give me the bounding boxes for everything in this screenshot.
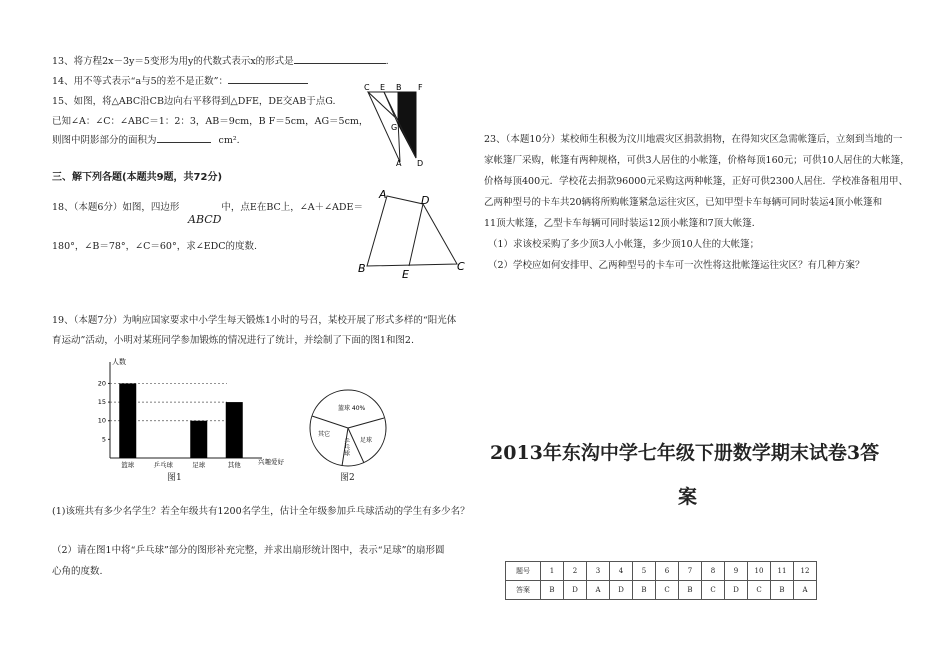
q18-text-b: 中，点E在BC上，∠A＋∠ADE＝: [221, 202, 363, 213]
q23-line: （2）学校应如何安排甲、乙两种型号的卡车可一次性将这批帐篷运往灾区？有几种方案？: [488, 260, 865, 271]
q15-line2: 已知∠A：∠C：∠ABC＝1：2：3，AB＝9cm，B F＝5cm，AG＝5cm，: [52, 116, 369, 127]
figure2-caption: 图2: [340, 473, 355, 483]
pie-label-other: 其它: [318, 431, 331, 438]
q15-unit: cm².: [218, 135, 240, 146]
q13-tail: .: [385, 56, 389, 67]
q15-label-D: D: [417, 159, 424, 168]
q15-label-E: E: [380, 83, 386, 92]
q23-line: 家帐篷厂采购，帐篷有两种规格，可供3人居住的小帐篷，价格每顶160元；可供10人居住的大帐篷，: [484, 155, 910, 166]
bar: [226, 402, 243, 458]
shaded-region: [398, 92, 416, 158]
q18-label-D: D: [421, 194, 430, 207]
q15-label-C: C: [364, 83, 370, 92]
q15-line1: 15、如图，将△ABC沿CB边向右平移得到△DFE，DE交AB于点G.: [52, 96, 336, 107]
answer-cell: B: [771, 581, 794, 600]
q13-answer-blank: [294, 54, 386, 64]
pie-chart-figure2: [306, 386, 390, 470]
q13-text: 13、将方程2x－3y＝5变形为用y的代数式表示x的形式是: [52, 56, 294, 67]
question-number-cell: 5: [633, 562, 656, 581]
section-3-heading: 三、解下列各题(本题共9题，共72分): [52, 172, 223, 183]
answer-cell: D: [610, 581, 633, 600]
q23-line: 11顶大帐篷，乙型卡车每辆可同时装运12顶小帐篷和7顶大帐篷．: [484, 218, 762, 229]
pie-label-football: 足球: [360, 437, 373, 444]
answer-table-row-numbers: [506, 562, 817, 581]
q15-label-B: B: [396, 83, 402, 92]
x-category-label: 足球: [192, 461, 206, 469]
question-number-cell: 7: [679, 562, 702, 581]
question-number-cell: 4: [610, 562, 633, 581]
q23-line: 价格每顶400元．学校花去捐款96000元采购这两种帐篷，正好可供2300人居住．学校准备租用甲、: [484, 176, 909, 187]
q18-label-A: A: [379, 188, 387, 201]
answer-cell: B: [633, 581, 656, 600]
q19-sub2-line2: 心角的度数.: [52, 566, 103, 577]
question-number-cell: 11: [771, 562, 794, 581]
q14-text: 14、用不等式表示“a与5的差不是正数”：: [52, 76, 229, 87]
q18-line2: 180°，∠B＝78°，∠C＝60°，求∠EDC的度数.: [52, 241, 258, 252]
x-category-label: 篮球: [121, 461, 135, 469]
question-number-cell: 9: [725, 562, 748, 581]
q18-abcd: ABCD: [188, 213, 222, 226]
answer-cell: C: [656, 581, 679, 600]
answer-cell: C: [702, 581, 725, 600]
question-number-cell: 12: [794, 562, 817, 581]
q18-text-a: 18、（本题6分）如图，四边形: [52, 202, 180, 213]
pie-label-pingpong: 乒乓球: [342, 438, 350, 456]
q19-line2: 育运动”活动，小明对某班同学参加锻炼的情况进行了统计，并绘制了下面的图1和图2.: [52, 335, 414, 346]
bar-chart-figure1: [92, 358, 292, 468]
answer-table: [505, 561, 817, 600]
q15-label-A: A: [396, 159, 402, 168]
q18-quadrilateral-figure: [357, 188, 467, 281]
question-number-cell: 1: [541, 562, 564, 581]
x-category-label: 乒乓球: [153, 461, 173, 469]
q18-label-C: C: [457, 260, 465, 273]
q15-label-G: G: [391, 123, 398, 132]
answer-cell: A: [587, 581, 610, 600]
q19-sub2-line1: （2）请在图1中将“乒乓球”部分的图形补充完整，并求出扇形统计图中，表示“足球”的扇形圆: [52, 545, 445, 556]
bar: [119, 383, 136, 458]
answer-cell: D: [725, 581, 748, 600]
bar: [190, 421, 207, 458]
answer-cell: D: [564, 581, 587, 600]
figure1-caption: 图1: [167, 473, 182, 483]
answer-cell: B: [679, 581, 702, 600]
answer-cell: C: [748, 581, 771, 600]
answer-title-line2: 案: [678, 486, 698, 508]
q19-sub1: (1)该班共有多少名学生？若全年级共有1200名学生，估计全年级参加乒乓球活动的学生有多少名？: [52, 506, 470, 517]
question-14: [52, 74, 308, 88]
answer-table-row-answers: [506, 581, 817, 600]
bar-chart-ylabel: 人数: [112, 358, 126, 366]
pie-label-basketball: 篮球 40%: [338, 405, 366, 412]
q15-answer-blank: [157, 133, 211, 143]
y-tick-label: 20: [97, 379, 106, 388]
bar-chart-xlabel: 兴趣爱好: [258, 458, 284, 466]
question-number-cell: 10: [748, 562, 771, 581]
answer-cell: A: [794, 581, 817, 600]
row-label-answer: 答案: [506, 581, 541, 600]
question-number-cell: 8: [702, 562, 725, 581]
q15-label-F: F: [418, 83, 423, 92]
q15-triangle-figure: [360, 84, 430, 168]
question-13: [52, 54, 389, 68]
q23-line: 乙两种型号的卡车共20辆将所购帐篷紧急运往灾区，已知甲型卡车每辆可同时装运4顶小帐篷和: [484, 197, 883, 208]
y-tick-label: 5: [101, 435, 106, 444]
q18-label-B: B: [358, 262, 366, 275]
q15-line3: [52, 133, 240, 147]
y-tick-label: 10: [97, 416, 106, 425]
question-number-cell: 6: [656, 562, 679, 581]
question-number-cell: 3: [587, 562, 610, 581]
answer-cell: B: [541, 581, 564, 600]
y-tick-label: 15: [97, 398, 106, 407]
q23-line: （1）求该校采购了多少顶3人小帐篷，多少顶10人住的大帐篷；: [488, 239, 760, 250]
q18-label-E: E: [402, 268, 409, 281]
q15-text: 则图中阴影部分的面积为: [52, 135, 157, 146]
question-number-cell: 2: [564, 562, 587, 581]
answer-title-line1: 2013年东沟中学七年级下册数学期末试卷3答: [490, 442, 880, 464]
x-category-label: 其他: [227, 461, 241, 469]
q23-line: 23、（本题10分）某校师生积极为汶川地震灾区捐款捐物，在得知灾区急需帐篷后，立刻到当地的一: [484, 134, 903, 145]
q14-answer-blank: [228, 74, 308, 84]
row-label-number: 题号: [506, 562, 541, 581]
q19-line1: 19、（本题7分）为响应国家要求中小学生每天锻炼1小时的号召，某校开展了形式多样的“阳光体: [52, 315, 457, 326]
